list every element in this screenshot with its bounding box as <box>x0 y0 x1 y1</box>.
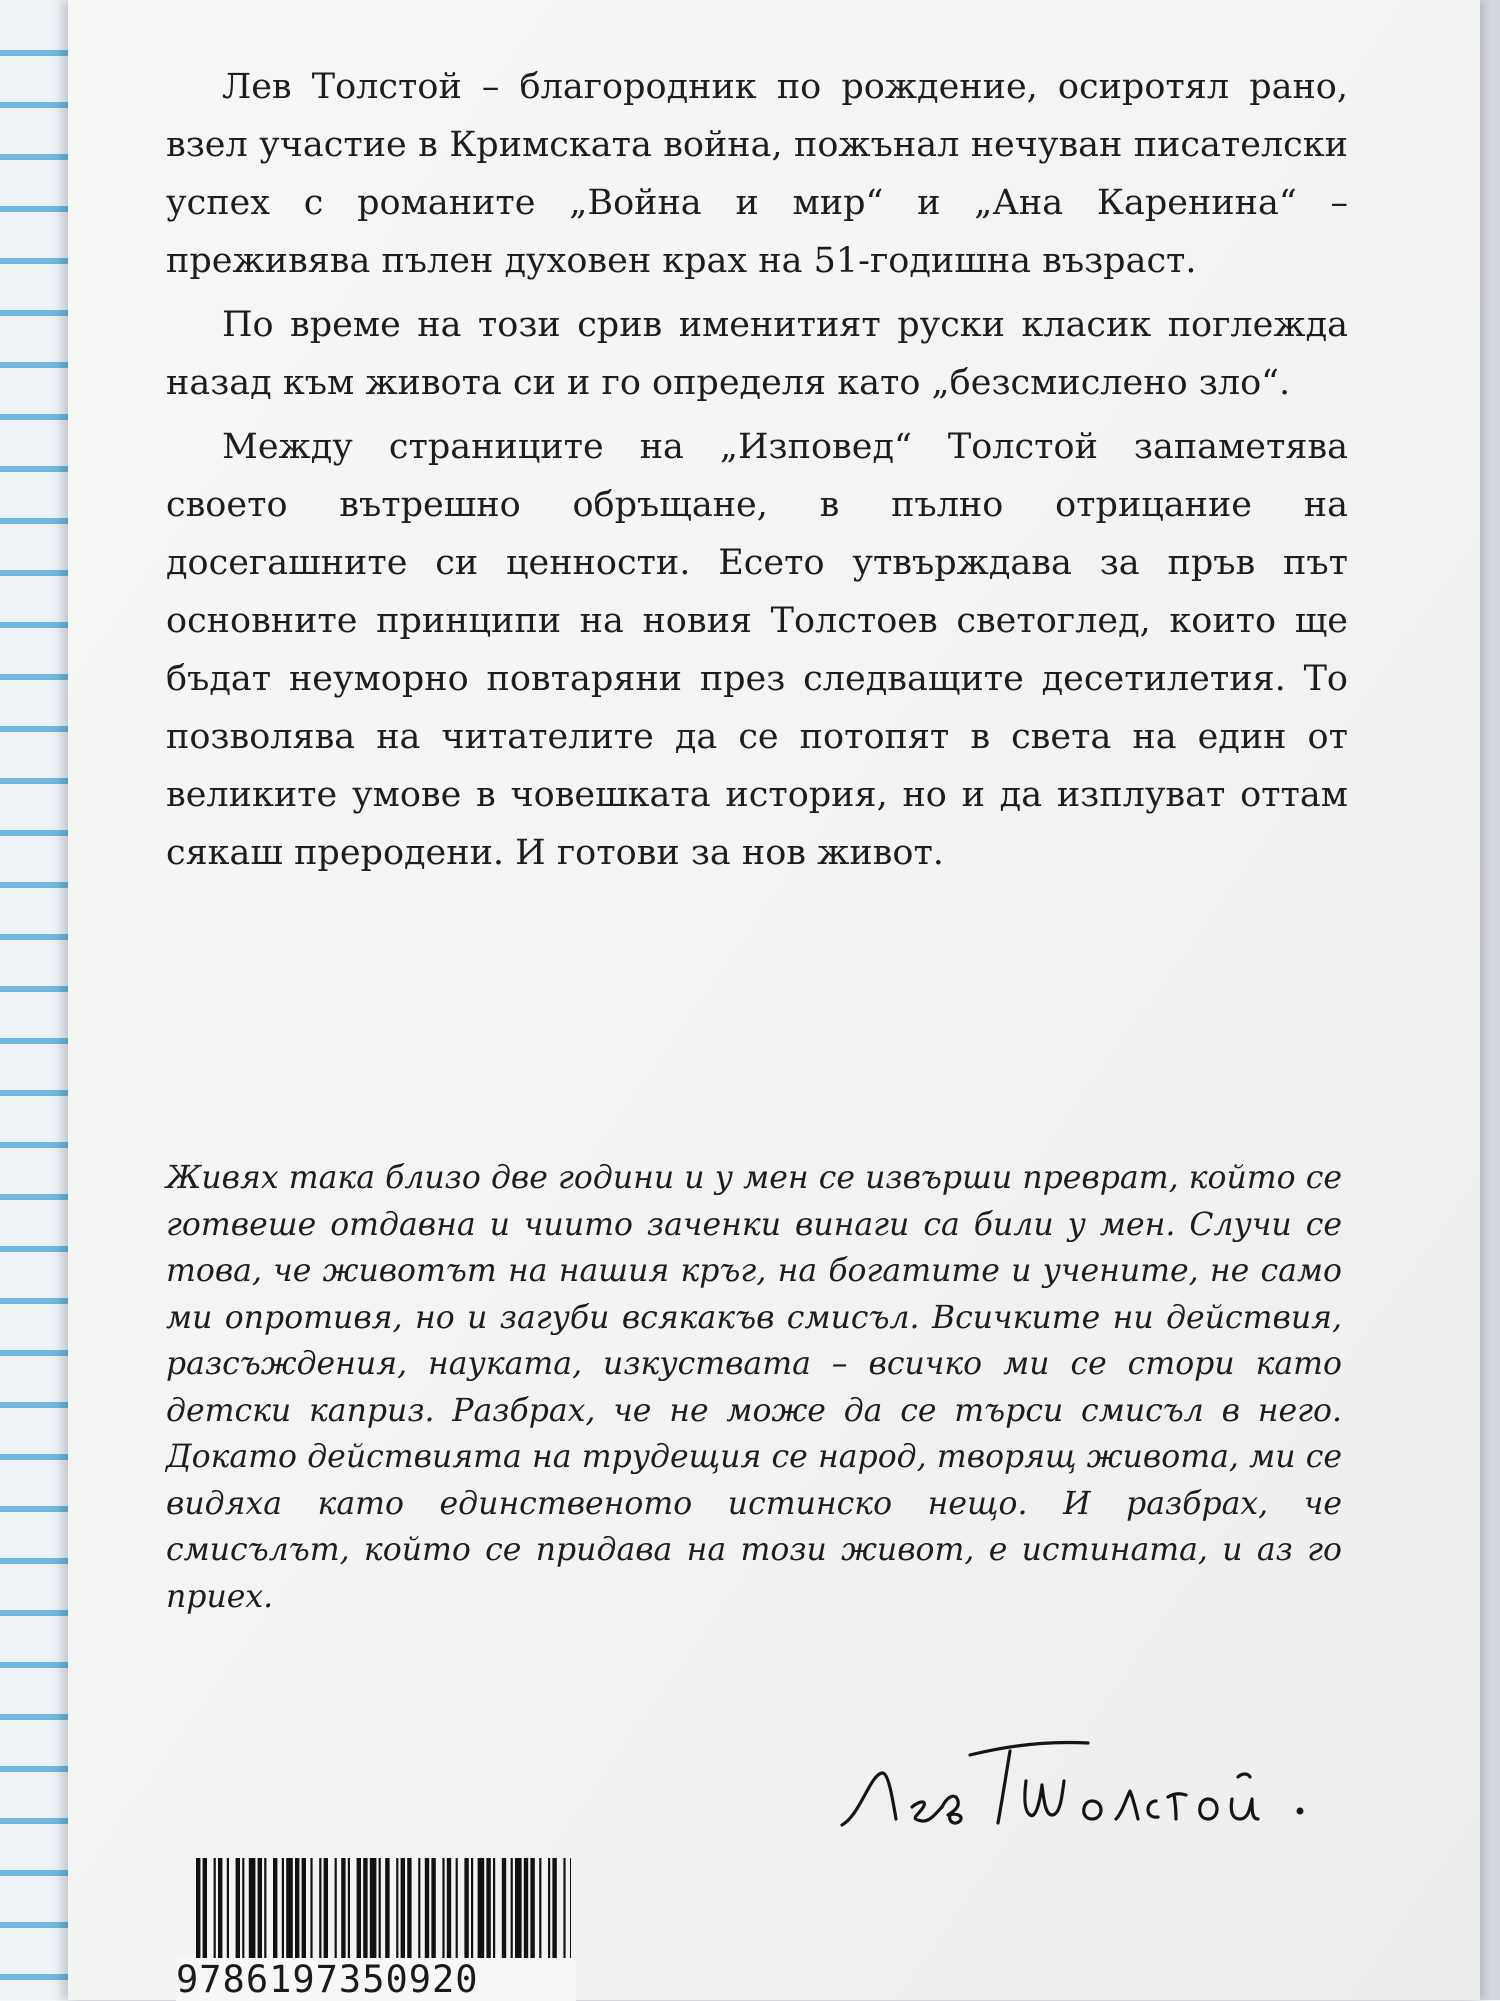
barcode-bar <box>530 1858 534 1960</box>
barcode-bar <box>335 1858 337 1960</box>
barcode-bar <box>258 1858 262 1960</box>
table-surface <box>1480 0 1500 2000</box>
barcode-bar <box>502 1858 506 1960</box>
barcode-bar <box>319 1858 321 1960</box>
isbn-barcode <box>176 1858 576 2000</box>
quote-text: Живях така близо две години и у мен се извърши преврат, който се готвеше отдавна и чиито заченки винаги са били у мен. Случи се това, че животът на нашия кръг, на богатите и учените, не само ми опротивя, но и загуби всякакъв смисъл. Всичките ни действия, разсъждения, науката, изкуствата – всичко ми се стори като детски каприз. Разбрах, че не може да се търси смисъл в него. Докато действията на трудещия се народ, творящ живота, ми се видяха като единственото истинско нещо. И разбрах, че смисълът, който се придава на този живот, е истината, и аз го приех. <box>166 1160 1342 1615</box>
barcode-bar <box>341 1858 345 1960</box>
barcode-bar <box>425 1858 429 1960</box>
barcode-bar <box>396 1858 398 1960</box>
barcode-bar <box>478 1858 485 1960</box>
author-signature <box>830 1715 1350 1845</box>
barcode-digits: 9786197350920 <box>176 1958 576 2001</box>
barcode-bar <box>464 1858 468 1960</box>
blurb-paragraph-2: По време на този срив именитият руски класик поглежда назад към живота си и го определя като „безсмислено зло“. <box>166 305 1348 403</box>
barcode-bar <box>442 1858 444 1960</box>
barcode-bar <box>218 1858 222 1960</box>
blurb-paragraph-1: Лев Толстой – благородник по рождение, осиротял рано, взел участие в Кримската война, пожънал нечуван писателски успех с романите „Война и мир“ и „Ана Каренина“ – преживява пълен духовен крах на 51-годишна възраст. <box>166 67 1348 281</box>
barcode-bar <box>418 1858 420 1960</box>
barcode-bar <box>324 1858 328 1960</box>
barcode-bar <box>552 1858 556 1960</box>
barcode-bar <box>282 1858 284 1960</box>
barcode-bar <box>273 1858 277 1960</box>
barcode-bar <box>196 1858 200 1960</box>
barcode-bar <box>471 1858 473 1960</box>
barcode-bar <box>227 1858 229 1960</box>
barcode-bar <box>563 1858 565 1960</box>
author-quote <box>166 1155 1342 1620</box>
barcode-bar <box>401 1858 405 1960</box>
barcode-bar <box>295 1858 299 1960</box>
barcode-bar <box>447 1858 451 1960</box>
barcode-bar <box>363 1858 367 1960</box>
barcode-bar <box>203 1858 207 1960</box>
barcode-bar <box>570 1858 571 1960</box>
barcode-bar <box>456 1858 458 1960</box>
barcode-bar <box>486 1858 490 1960</box>
barcode-bar <box>539 1858 541 1960</box>
barcode-bar <box>385 1858 389 1960</box>
barcode-bar <box>249 1858 256 1960</box>
barcode-bar <box>493 1858 495 1960</box>
barcode-bar <box>524 1858 528 1960</box>
barcode-bar <box>511 1858 513 1960</box>
blurb-text <box>166 58 1348 888</box>
blurb-paragraph-3: Между страниците на „Изповед“ Толстой запаметява своето вътрешно обръщане, в пълно отрицание на досегашните си ценности. Есето утвърждава за пръв път основните принципи на новия Толстоев светоглед, които ще бъдат неуморно повтаряни през следващите десетилетия. То позволява на читателите да се потопят в света на един от великите умове в човешката история, но и да изплуват оттам сякаш преродени. И готови за нов живот. <box>166 427 1348 873</box>
barcode-bar <box>431 1858 435 1960</box>
barcode-bar <box>515 1858 522 1960</box>
barcode-bar <box>407 1858 411 1960</box>
barcode-bar <box>348 1858 350 1960</box>
barcode-bar <box>379 1858 381 1960</box>
barcode-bar <box>548 1858 550 1960</box>
barcode-bar <box>236 1858 240 1960</box>
barcode-bar <box>310 1858 312 1960</box>
barcode-bar <box>214 1858 216 1960</box>
barcode-bar <box>286 1858 293 1960</box>
barcode-bar <box>264 1858 266 1960</box>
barcode-bar <box>357 1858 361 1960</box>
barcode-bar <box>302 1858 306 1960</box>
barcode-bar <box>370 1858 377 1960</box>
barcode-bars <box>196 1858 571 1960</box>
barcode-bar <box>242 1858 244 1960</box>
